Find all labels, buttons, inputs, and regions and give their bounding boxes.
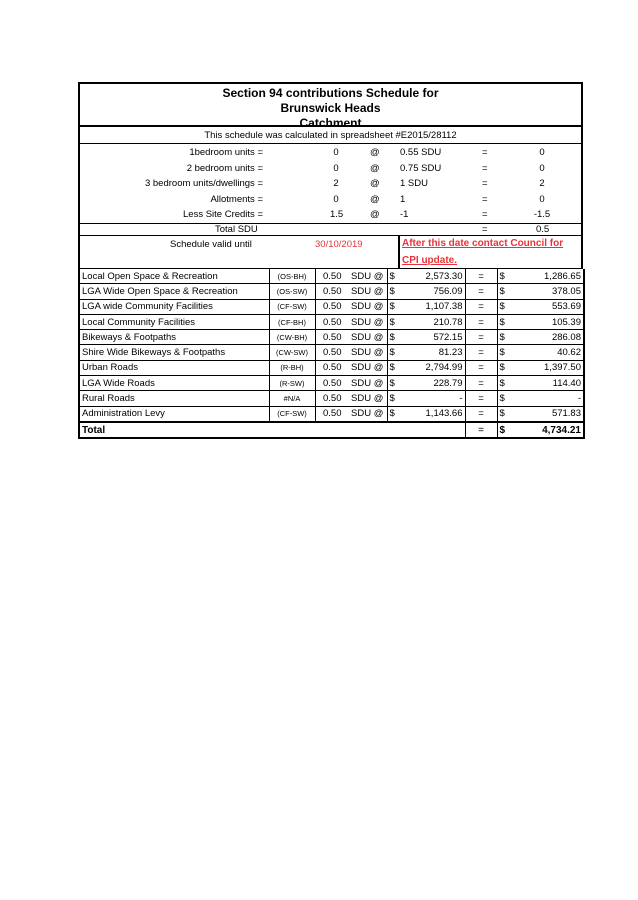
fee-rate: 81.23 [401,345,465,360]
fee-name: Local Open Space & Recreation [79,269,269,284]
fee-unit: SDU @ [349,391,387,406]
total-amount: 4,734.21 [511,422,584,438]
fee-sdu: 0.50 [315,269,349,284]
valid-until-label: Schedule valid until [170,239,252,250]
fee-row [79,284,584,299]
fee-equals: = [465,314,497,329]
fee-code: #N/A [269,391,315,406]
fee-row [79,330,584,345]
schedule-title [78,82,583,130]
fee-equals: = [465,360,497,375]
fee-row [79,360,584,375]
fee-sdu: 0.50 [315,406,349,422]
unit-result: 0 [539,193,545,205]
fee-sdu: 0.50 [315,376,349,391]
fee-row [79,269,584,284]
fee-sdu: 0.50 [315,360,349,375]
fee-name: Urban Roads [79,360,269,375]
unit-rate: 1 [400,193,406,205]
unit-row [80,145,581,160]
fee-rate: 228.79 [401,376,465,391]
unit-result: -1.5 [533,209,551,220]
unit-at: @ [370,193,380,205]
unit-rate: -1 [400,209,409,220]
fee-rate: 756.09 [401,284,465,299]
fee-amount-dollar: $ [497,391,511,406]
fee-sdu: 0.50 [315,299,349,314]
fee-rate: 1,143.66 [401,406,465,422]
unit-row [80,161,581,176]
total-sdu-label: Total SDU [215,224,258,235]
fee-name: Bikeways & Footpaths [79,330,269,345]
contribution-schedule [78,82,583,439]
fee-amount: 105.39 [511,314,584,329]
fee-equals: = [465,376,497,391]
fee-rate-dollar: $ [387,406,401,422]
fee-amount: 1,397.50 [511,360,584,375]
fee-rate-dollar: $ [387,376,401,391]
unit-qty: 0 [333,162,339,174]
fee-row [79,299,584,314]
fee-row [79,314,584,329]
fee-row [79,406,584,422]
fee-row [79,345,584,360]
cpi-warning-line-1: After this date contact Council for [402,238,564,249]
fee-unit: SDU @ [349,406,387,422]
title-line-2: Brunswick Heads [280,101,381,115]
units-section [78,144,583,224]
total-label: Total [79,422,465,438]
fee-rate-dollar: $ [387,284,401,299]
unit-label: 3 bedroom units/dwellings = [144,178,263,189]
unit-result: 0 [539,147,545,158]
fee-rate: 2,794.99 [401,360,465,375]
fee-amount-dollar: $ [497,406,511,422]
unit-row [80,176,581,191]
fee-amount: 40.62 [511,345,584,360]
validity-row [78,236,583,269]
valid-until-date: 30/10/2019 [315,239,363,250]
fee-amount: 571.83 [511,406,584,422]
fee-unit: SDU @ [349,314,387,329]
fee-rate-dollar: $ [387,360,401,375]
total-dollar: $ [497,422,511,438]
total-row [79,422,584,438]
fee-rate-dollar: $ [387,299,401,314]
unit-row [80,207,581,222]
fee-rate: 210.78 [401,314,465,329]
unit-rate: 0.75 SDU [400,162,442,174]
fee-rate: - [401,391,465,406]
fee-sdu: 0.50 [315,345,349,360]
fee-rate-dollar: $ [387,391,401,406]
total-sdu-value: 0.5 [536,224,550,235]
unit-rate: 1 SDU [400,178,428,189]
fee-equals: = [465,299,497,314]
fee-name: LGA Wide Open Space & Recreation [79,284,269,299]
title-line-3: Catchment [299,116,362,130]
unit-qty: 0 [333,193,339,205]
fee-unit: SDU @ [349,284,387,299]
fee-amount: - [511,391,584,406]
fees-table [78,269,585,439]
fee-equals: = [465,406,497,422]
fee-name: Local Community Facilities [79,314,269,329]
unit-at: @ [370,162,380,174]
fee-equals: = [465,391,497,406]
fee-sdu: 0.50 [315,314,349,329]
fee-name: Rural Roads [79,391,269,406]
unit-rate: 0.55 SDU [400,147,442,158]
fee-amount-dollar: $ [497,345,511,360]
fee-amount-dollar: $ [497,314,511,329]
unit-at: @ [370,147,380,158]
fee-sdu: 0.50 [315,284,349,299]
fee-amount-dollar: $ [497,360,511,375]
fee-row [79,391,584,406]
unit-qty: 1.5 [330,209,344,220]
fee-rate: 572.15 [401,330,465,345]
fee-amount-dollar: $ [497,269,511,284]
fee-equals: = [465,284,497,299]
fee-code: (R-BH) [269,360,315,375]
fee-amount-dollar: $ [497,299,511,314]
unit-label: Allotments = [210,193,263,205]
calculation-note: This schedule was calculated in spreadsheet #E2015/28112 [78,127,583,144]
unit-equals: = [482,147,488,158]
fee-rate: 2,573.30 [401,269,465,284]
unit-qty: 2 [333,178,339,189]
fee-sdu: 0.50 [315,330,349,345]
fee-code: (OS-BH) [269,269,315,284]
fee-name: LGA wide Community Facilities [79,299,269,314]
fee-rate-dollar: $ [387,345,401,360]
fee-amount: 553.69 [511,299,584,314]
fee-amount: 286.08 [511,330,584,345]
fee-code: (CW-BH) [269,330,315,345]
fee-name: Shire Wide Bikeways & Footpaths [79,345,269,360]
fee-equals: = [465,345,497,360]
cpi-warning-line-2: CPI update. [402,255,458,266]
fee-unit: SDU @ [349,330,387,345]
fee-row [79,376,584,391]
fee-code: (CF-SW) [269,299,315,314]
fee-name: Administration Levy [79,406,269,422]
fee-amount: 1,286.65 [511,269,584,284]
fee-code: (OS-SW) [269,284,315,299]
fee-amount-dollar: $ [497,376,511,391]
fee-code: (CW-SW) [269,345,315,360]
fee-unit: SDU @ [349,345,387,360]
unit-label: 2 bedroom units = [186,162,263,174]
cpi-warning [398,235,583,268]
unit-label: Less Site Credits = [183,209,263,220]
unit-result: 2 [539,178,545,189]
fee-code: (CF-BH) [269,314,315,329]
unit-equals: = [482,193,488,205]
fee-amount-dollar: $ [497,284,511,299]
fee-code: (CF-SW) [269,406,315,422]
fee-amount-dollar: $ [497,330,511,345]
title-line-1: Section 94 contributions Schedule for [222,86,439,100]
total-sdu-equals: = [482,224,488,235]
unit-label: 1bedroom units = [189,147,263,158]
total-equals: = [465,422,497,438]
fee-unit: SDU @ [349,376,387,391]
unit-result: 0 [539,162,545,174]
unit-row [80,192,581,207]
fee-amount: 114.40 [511,376,584,391]
fee-unit: SDU @ [349,360,387,375]
fee-equals: = [465,330,497,345]
fee-rate: 1,107.38 [401,299,465,314]
fee-amount: 378.05 [511,284,584,299]
fee-rate-dollar: $ [387,330,401,345]
unit-equals: = [482,162,488,174]
unit-equals: = [482,178,488,189]
fee-equals: = [465,269,497,284]
unit-at: @ [370,209,380,220]
unit-equals: = [482,209,488,220]
unit-qty: 0 [333,147,339,158]
fee-name: LGA Wide Roads [79,376,269,391]
unit-at: @ [370,178,380,189]
fee-unit: SDU @ [349,299,387,314]
fee-rate-dollar: $ [387,269,401,284]
fee-code: (R-SW) [269,376,315,391]
fee-unit: SDU @ [349,269,387,284]
fee-sdu: 0.50 [315,391,349,406]
fee-rate-dollar: $ [387,314,401,329]
